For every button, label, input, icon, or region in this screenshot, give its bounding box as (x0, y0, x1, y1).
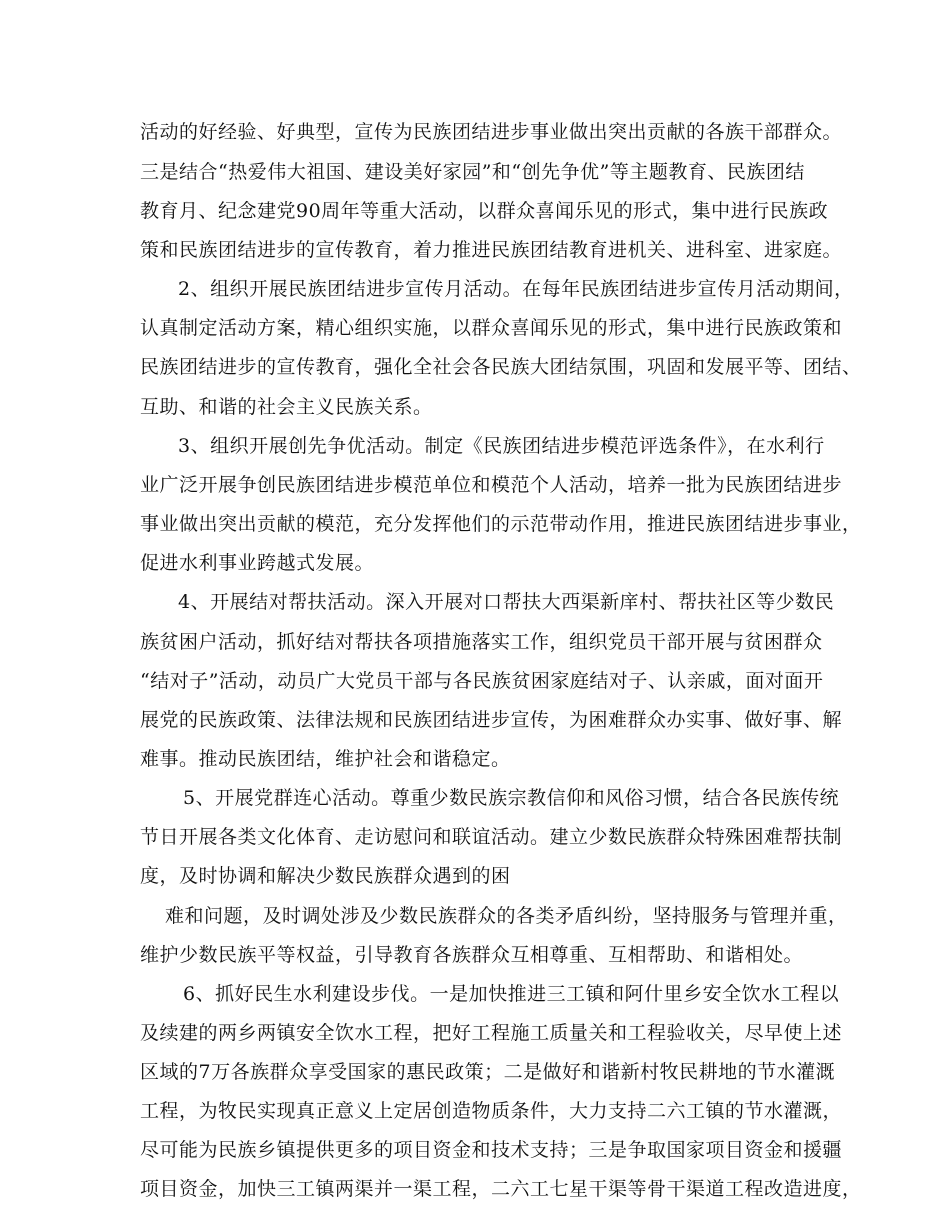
text-line: 项目资金，加快三工镇两渠并一渠工程，二六工七星干渠等骨干渠道工程改造进度， (140, 1178, 862, 1200)
text-line: 及续建的两乡两镇安全饮水工程，把好工程施工质量关和工程验收关，尽早使上述 (140, 1022, 843, 1044)
text-line: 难事。推动民族团结，维护社会和谐稳定。 (140, 748, 511, 770)
text-line: 5、开展党群连心活动。尊重少数民族宗教信仰和风俗习惯，结合各民族传统 (183, 787, 840, 809)
text-line: 业广泛开展争创民族团结进步模范单位和模范个人活动，培养一批为民族团结进步 (140, 474, 843, 496)
text-line: 展党的民族政策、法律法规和民族团结进步宣传，为困难群众办实事、做好事、解 (140, 709, 843, 731)
text-line: 度，及时协调和解决少数民族群众遇到的困 (140, 865, 511, 887)
text-line: 教育月、纪念建党90周年等重大活动，以群众喜闻乐见的形式，集中进行民族政 (140, 200, 829, 222)
text-line: 维护少数民族平等权益，引导教育各族群众互相尊重、互相帮助、和谐相处。 (140, 944, 804, 966)
text-line: 民族团结进步的宣传教育，强化全社会各民族大团结氛围，巩固和发展平等、团结、 (140, 356, 862, 378)
text-line: 6、抓好民生水利建设步伐。一是加快推进三工镇和阿什里乡安全饮水工程以 (183, 983, 840, 1005)
text-line: 认真制定活动方案，精心组织实施，以群众喜闻乐见的形式，集中进行民族政策和 (140, 317, 843, 339)
text-line: 事业做出突出贡献的模范，充分发挥他们的示范带动作用，推进民族团结进步事业， (140, 513, 862, 535)
text-line: 2、组织开展民族团结进步宣传月活动。在每年民族团结进步宣传月活动期间， (178, 278, 854, 300)
text-line: 3、组织开展创先争优活动。制定《民族团结进步模范评选条件》，在水利行 (178, 435, 825, 457)
text-line: 工程，为牧民实现真正意义上定居创造物质条件，大力支持二六工镇的节水灌溉， (140, 1100, 843, 1122)
text-line: 三是结合“热爱伟大祖国、建设美好家园”和“创先争优”等主题教育、民族团结 (140, 161, 805, 183)
text-line: 难和问题，及时调处涉及少数民族群众的各类矛盾纠纷，坚持服务与管理并重， (165, 905, 848, 927)
text-line: 节日开展各类文化体育、走访慰问和联谊活动。建立少数民族群众特殊困难帮扶制 (140, 826, 843, 848)
text-line: 促进水利事业跨越式发展。 (140, 552, 375, 574)
text-line: 互助、和谐的社会主义民族关系。 (140, 396, 433, 418)
text-line: 族贫困户活动，抓好结对帮扶各项措施落实工作，组织党员干部开展与贫困群众 (140, 631, 823, 653)
text-line: 尽可能为民族乡镇提供更多的项目资金和技术支持；三是争取国家项目资金和援疆 (140, 1139, 843, 1161)
text-line: 策和民族团结进步的宣传教育，着力推进民族团结教育进机关、进科室、进家庭。 (140, 239, 843, 261)
text-line: “结对子”活动，动员广大党员干部与各民族贫困家庭结对子、认亲戚，面对面开 (140, 670, 824, 692)
text-line: 区域的7万各族群众享受国家的惠民政策；二是做好和谐新村牧民耕地的节水灌溉 (140, 1061, 836, 1083)
text-line: 活动的好经验、好典型，宣传为民族团结进步事业做出突出贡献的各族干部群众。 (140, 121, 843, 143)
text-line: 4、开展结对帮扶活动。深入开展对口帮扶大西渠新庠村、帮扶社区等少数民 (178, 591, 835, 613)
